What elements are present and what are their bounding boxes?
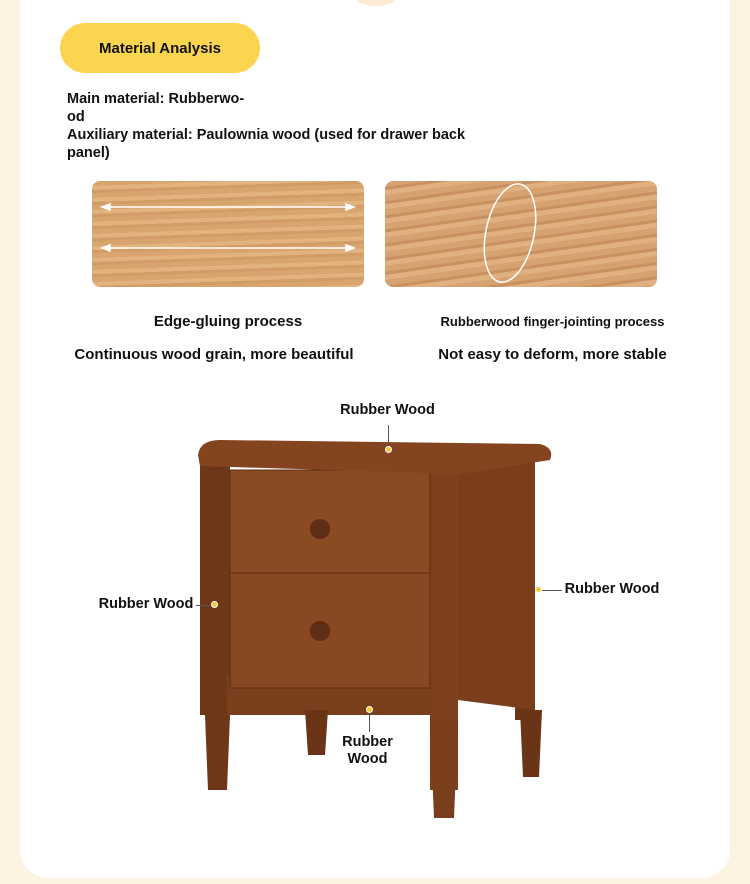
callout-left: Rubber Wood [98, 596, 194, 612]
callout-top: Rubber Wood [340, 402, 435, 418]
callout-bottom [330, 734, 405, 768]
callout-line [388, 425, 389, 447]
aux-material: Auxiliary material: Paulownia wood (used for drawer back [67, 127, 466, 143]
section-title-badge [60, 23, 260, 73]
callout-dot [385, 446, 392, 453]
callout-bottom-line2: Wood [347, 751, 388, 767]
callout-line [369, 714, 370, 732]
callout-dot [211, 601, 218, 608]
edge-gluing-image [92, 181, 364, 287]
callout-dot [366, 706, 373, 713]
joint-highlight-icon [385, 181, 657, 287]
process-title-1: Edge-gluing process [153, 313, 303, 330]
callout-line [196, 605, 212, 606]
grain-arrows-icon [92, 181, 364, 287]
main-material: Main material: Rubberwo- [67, 91, 245, 107]
callout-bottom-line1: Rubber [342, 734, 393, 750]
section-title: Material Analysis [99, 39, 221, 57]
callout-right: Rubber Wood [564, 581, 660, 597]
main-material-cont: od [67, 109, 85, 125]
process-title-2: Rubberwood finger-jointing process [440, 314, 665, 329]
process-desc-1: Continuous wood grain, more beautiful [74, 346, 354, 363]
callout-line [542, 590, 562, 591]
process-desc-2: Not easy to deform, more stable [438, 346, 667, 363]
finger-jointing-image [385, 181, 657, 287]
material-info [67, 90, 477, 162]
aux-material-cont: panel) [67, 145, 110, 161]
callout-dot [535, 586, 542, 593]
